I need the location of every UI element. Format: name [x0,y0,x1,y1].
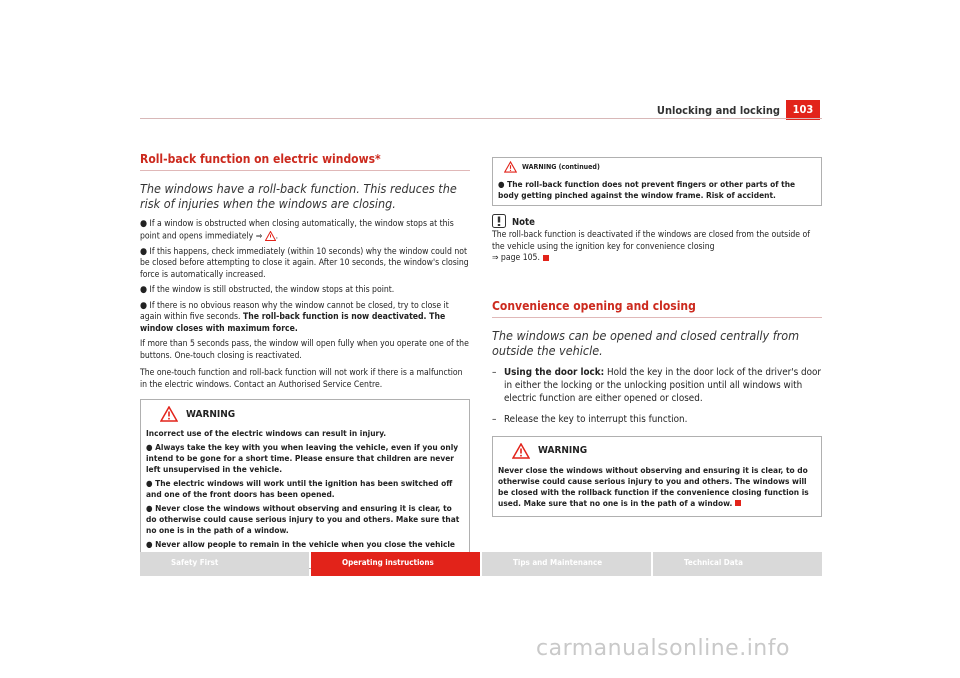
end-marker-icon [543,255,549,261]
bullet-icon: ● [146,478,156,488]
header-rule [140,118,822,119]
warning-item: ● The electric windows will work until the ignition has been switched off and one of the front doors has been opened. [146,478,453,499]
warning-item: ● The roll-back function does not prevent fingers or other parts of the body getting pinched against the window frame. Risk of accident. [498,179,796,200]
warning-title: WARNING [186,408,236,420]
bullet-icon: ● [498,179,508,189]
tab-technical-data[interactable]: Technical Data [653,552,822,576]
end-marker-icon [735,500,741,506]
warning-triangle-icon [512,443,530,459]
warning-continued-header [498,161,816,173]
footer-nav [140,552,822,576]
tab-safety-first[interactable]: Safety First [140,552,309,576]
bullet-icon: ● [140,219,148,229]
warning-header [146,406,464,422]
warning-triangle-icon [160,406,178,422]
bullet-item: ● If a window is obstructed when closing automatically, the window stops at this point and opens immediately ⇒ . [140,219,454,241]
bullet-icon: ● [140,300,148,311]
left-column [140,152,470,569]
warning-item: ● Always take the key with you when leaving the vehicle, even if you only intend to be gone for a short time. Please ensure that children are never left unsupervised in the vehicle. [146,442,459,474]
note-header [492,214,822,228]
paragraph: If more than 5 seconds pass, the window will open fully when you operate one of the buttons. One-touch closing is reactivated. [140,339,469,361]
warning-text: Never close the windows without observing and ensuring it is clear, to do otherwise could cause serious injury to you and others. The windows will be closed with the rollback function if the convenience closing function is used. Make sure that no one is in the path of a window. [498,464,809,508]
note-box [492,214,822,265]
bullet-icon: ● [146,503,156,513]
warning-title: WARNING [538,445,588,456]
tab-tips-and-maintenance[interactable]: Tips and Maintenance [482,552,651,576]
warning-triangle-icon [504,161,517,173]
section-heading-convenience: Convenience opening and closing [492,299,822,318]
warning-continued-title: WARNING (continued) [522,163,600,171]
tab-operating-instructions[interactable]: Operating instructions [311,552,480,576]
warning-item: ● Never allow people to remain in the vehicle when you close the vehicle [146,539,455,549]
bullet-icon: ● [146,442,156,452]
warning-item: ● Never close the windows without observing and ensuring it is clear, to do otherwise could cause serious injury to you and others. Make sure that no one is in the path of a window. [146,503,460,535]
warning-box [492,436,822,517]
warning-lead: Incorrect use of the electric windows can result in injury. [146,428,387,438]
section-heading-rollback: Roll-back function on electric windows* [140,152,470,171]
note-text: The roll-back function is deactivated if the windows are closed from the outside of the vehicle using the ignition key for convenience closing ⇒ page 105. [492,230,810,263]
bullet-item: ● If there is no obvious reason why the window cannot be closed, try to close it again within five seconds. The roll-back function is now deactivated. The window closes with maximum force. [140,300,449,334]
bullet-icon: ● [140,246,148,257]
right-column [492,157,822,517]
note-title: Note [512,217,535,228]
page-reference-link[interactable]: ⇒ page 105. [492,253,540,263]
watermark-text: carmanualsonline.info [536,636,790,661]
procedure-step: – Release the key to interrupt this function. [492,413,688,425]
section-intro-convenience: The windows can be opened and closed centrally from outside the vehicle. [492,327,800,358]
warning-continued-box [492,157,822,206]
warning-triangle-icon[interactable] [265,231,276,241]
warning-box [140,399,470,569]
procedure-step: – Using the door lock: Hold the key in the door lock of the driver's door in either the locking or the unlocking position until all windows with electric function are either opened or closed. [492,366,822,404]
warning-header [498,443,816,459]
bullet-item: ● If the window is still obstructed, the window stops at this point. [140,285,395,295]
bullet-item: ● If this happens, check immediately (within 10 seconds) why the window could not be closed before attempting to close it again. After 10 seconds, the window's closing force is automatically increased. [140,246,469,280]
page-header-title: Unlocking and locking [656,104,780,117]
note-icon [492,214,506,228]
bullet-icon: ● [146,539,156,549]
bullet-icon: ● [140,285,148,295]
section-intro-rollback: The windows have a roll-back function. This reduces the risk of injuries when the windows are closing. [140,181,457,211]
paragraph: The one-touch function and roll-back function will not work if there is a malfunction in the electric windows. Contact an Authorised Service Centre. [140,368,463,390]
page-number: 103 [786,100,820,120]
section-convenience [492,299,822,517]
